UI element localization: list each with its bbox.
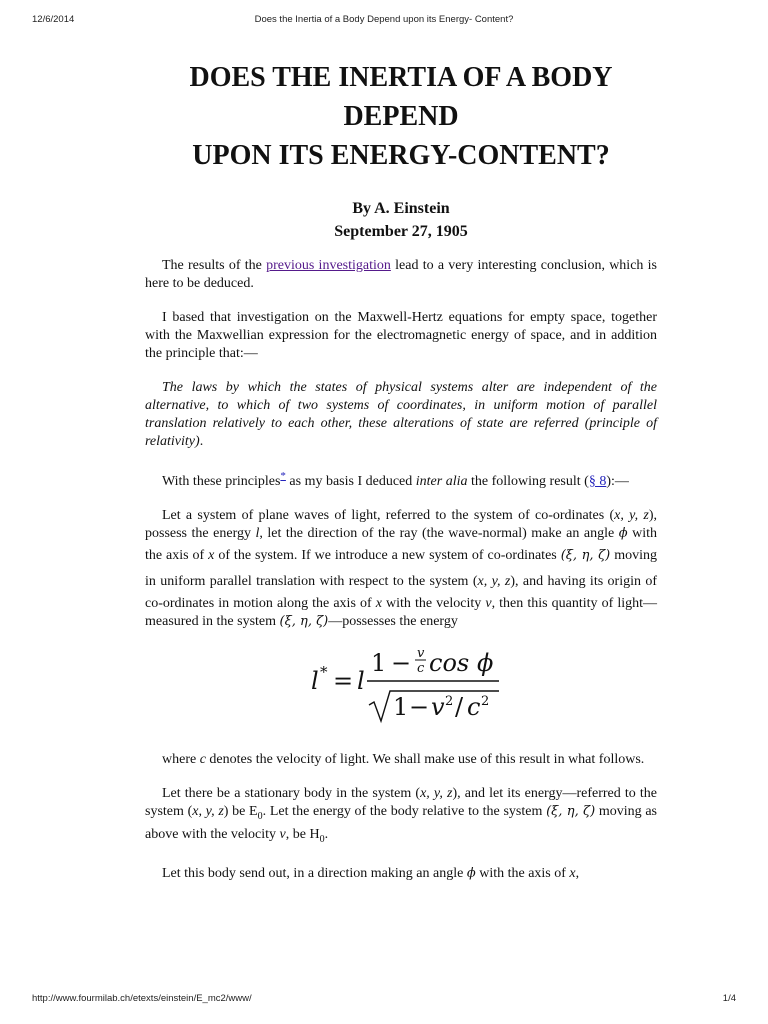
print-footer (0, 993, 768, 1007)
p7-t1: Let there be a stationary body in the system ( (162, 786, 421, 801)
byline (145, 197, 657, 243)
p5-t9: , then this quantity of light—measured in the system (145, 596, 657, 629)
p5-t5: of the system. If we introduce a new system of co-ordinates (214, 548, 561, 563)
footnote-link[interactable]: * (280, 470, 286, 482)
formula-lhs-l: l (311, 667, 319, 695)
formula-lhs-star: * (320, 663, 328, 681)
formula-numerator-one: 1 (371, 649, 387, 677)
p8-t3: , (575, 866, 580, 881)
p1-text-after: lead to a very interesting conclusion, which is here to be deduced. (145, 258, 657, 291)
principle-of-relativity-paragraph (145, 379, 657, 451)
article (145, 58, 657, 883)
p6-c: c (199, 752, 206, 767)
paragraph-1 (145, 257, 657, 293)
p5-xietazeta2: (ξ, η, ζ) (279, 614, 329, 629)
p7-e-subscript: 0 (257, 811, 263, 822)
formula-c2-exp: 2 (481, 694, 490, 709)
inter-alia: inter alia (415, 474, 468, 489)
paragraph-7 (145, 785, 657, 849)
p4-text-middle: as my basis I deduced (285, 474, 416, 489)
paragraph-2: I based that investigation on the Maxwell-Hertz equations for empty space, together with the Maxwellian expression for the electromagnetic energy of space, and in addition the principle that:— (145, 310, 657, 361)
p7-t7: . (324, 827, 329, 842)
publication-date: September 27, 1905 (334, 223, 468, 240)
print-header (0, 14, 768, 28)
p4-text-after: the following result ( (467, 474, 589, 489)
formula-v2: v (431, 693, 445, 721)
p5-l: l (255, 526, 260, 541)
p5-x: x (208, 548, 215, 563)
p8-t1: Let this body send out, in a direction making an angle (162, 866, 467, 881)
p5-t4: with the axis of (145, 526, 657, 563)
p4-text-before: With these principles (162, 474, 281, 489)
formula-v: v (417, 646, 425, 661)
formula-graphic (305, 635, 505, 731)
p6-t2: denotes the velocity of light. We shall make use of this result in what follows. (205, 752, 645, 767)
previous-investigation-link[interactable]: previous investigation (266, 258, 391, 273)
p5-xietazeta: (ξ, η, ζ) (560, 548, 611, 563)
formula-cosphi: cos (429, 649, 470, 677)
p5-t10: —possesses the energy (328, 614, 458, 629)
p5-t2: ), possess the energy (145, 508, 657, 541)
p8-x: x (569, 866, 576, 881)
p3-end: . (199, 434, 204, 449)
p5-xyz2: x, y, z (477, 574, 511, 589)
p5-t1: Let a system of plane waves of light, referred to the system of co-ordinates ( (162, 508, 615, 523)
formula-c2: c (467, 693, 481, 721)
author: By A. Einstein (352, 200, 450, 217)
p6-t1: where (162, 752, 200, 767)
p5-t3: , let the direction of the ray (the wave-normal) make an angle (259, 526, 619, 541)
energy-transformation-formula (145, 635, 657, 735)
paragraph-4 (145, 467, 657, 491)
paragraph-5 (145, 507, 657, 631)
paragraph-8 (145, 865, 657, 883)
p1-text-before: The results of the (162, 258, 267, 273)
p5-t8: with the velocity (381, 596, 486, 611)
title-line-3: UPON ITS ENERGY-CONTENT? (192, 140, 610, 171)
formula-equals: = (333, 667, 354, 695)
formula-rhs-l: l (357, 667, 365, 695)
print-url: http://www.fourmilab.ch/etexts/einstein/E_mc2/www/ (32, 993, 252, 1004)
p7-h-subscript: 0 (319, 834, 325, 845)
formula-denominator-one: 1 (393, 693, 409, 721)
formula-numerator-minus: − (391, 649, 412, 677)
p7-t3: ) be E (223, 804, 258, 819)
p7-xietazeta: (ξ, η, ζ) (546, 804, 596, 819)
print-page-number: 1/4 (722, 993, 736, 1004)
p5-t6: moving in uniform parallel translation with respect to the system ( (145, 548, 657, 589)
p5-x2: x (375, 596, 382, 611)
formula-c: c (417, 661, 425, 676)
paragraph-6 (145, 751, 657, 769)
article-title (145, 58, 657, 175)
formula-v2-exp: 2 (445, 694, 454, 709)
p7-xyz: x, y, z (420, 786, 453, 801)
formula-slash: / (455, 693, 464, 721)
title-line-1: DOES THE INERTIA OF A BODY (189, 62, 613, 93)
p7-t5: moving as above with the velocity (145, 804, 658, 842)
p8-t2: with the axis of (475, 866, 570, 881)
p3-text: The laws by which the states of physical systems alter are independent of the alternative, to which of two systems of coordinates, in uniform motion of parallel translation relatively to each other, these alterations of state are referred (principle of relativity) (145, 380, 657, 449)
formula-denominator-minus: − (409, 693, 430, 721)
p8-phi: ϕ (466, 866, 476, 881)
p7-t2: ), and let its energy—referred to the system ( (145, 786, 657, 819)
p7-v: v (279, 827, 286, 842)
print-page-title: Does the Inertia of a Body Depend upon its Energy- Content? (254, 14, 514, 25)
print-date: 12/6/2014 (32, 14, 75, 25)
formula-phi: ϕ (477, 649, 494, 677)
p5-t7: ), and having its origin of co-ordinates in motion along the axis of (145, 574, 658, 611)
p5-phi: ϕ (618, 526, 628, 541)
p5-xyz: x, y, z (614, 508, 649, 523)
p7-t4: . Let the energy of the body relative to the system (262, 804, 547, 819)
p7-xyz2: x, y, z (192, 804, 224, 819)
section-8-link[interactable]: § 8 (588, 474, 607, 489)
p5-v: v (485, 596, 492, 611)
p7-t6: , be H (285, 827, 320, 842)
title-line-2: DEPEND (343, 101, 459, 132)
p4-end: ):— (606, 474, 629, 489)
